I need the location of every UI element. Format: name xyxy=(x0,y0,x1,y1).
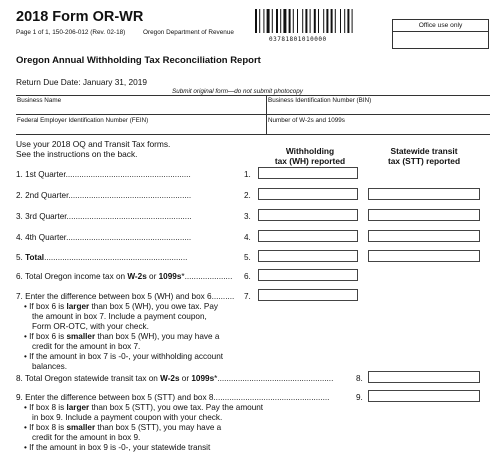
list-item: credit for the amount in box 7. xyxy=(32,342,141,351)
list-item: • If box 6 is larger than box 5 (WH), you owe tax. Pay xyxy=(24,302,219,311)
line-1-wh-input[interactable] xyxy=(258,167,358,179)
divider xyxy=(16,114,490,115)
line-5-stt-input[interactable] xyxy=(368,250,480,262)
line-9-bullets xyxy=(24,403,263,453)
line-7-bullets xyxy=(24,302,223,372)
wh-column-header xyxy=(255,146,365,166)
line-1-number: 1. xyxy=(244,170,251,179)
line-2-wh-input[interactable] xyxy=(258,188,358,200)
line-9-stt-input[interactable] xyxy=(368,390,480,402)
stt-header-line: tax (STT) reported xyxy=(387,156,461,166)
line-7-wh-input[interactable] xyxy=(258,289,358,301)
line-4-label: 4. 4th Quarter....................................................... xyxy=(16,233,192,242)
bin-field[interactable]: Business Identification Number (BIN) xyxy=(268,97,372,104)
wh-header-line: tax (WH) reported xyxy=(274,156,346,166)
line-3-number: 3. xyxy=(244,212,251,221)
photocopy-notice: Submit original form—do not submit photocopy xyxy=(172,88,303,95)
line-4-number: 4. xyxy=(244,233,251,242)
form-subtitle: Oregon Annual Withholding Tax Reconciliation Report xyxy=(16,55,261,66)
list-item: • If the amount in box 7 is -0-, your withholding account xyxy=(24,352,224,361)
list-item: balances. xyxy=(32,362,68,371)
divider xyxy=(16,134,490,135)
stt-header-line: Statewide transit xyxy=(390,146,458,156)
instructions-line: Use your 2018 OQ and Transit Tax forms. xyxy=(16,139,171,149)
list-item: • If the amount in box 9 is -0-, your statewide transit xyxy=(24,443,211,452)
barcode xyxy=(255,9,381,33)
line-9-label: 9. Enter the difference between box 5 (STT) and box 8................................................... xyxy=(16,393,330,402)
line-4-stt-input[interactable] xyxy=(368,230,480,242)
instructions-line: See the instructions on the back. xyxy=(16,149,138,159)
list-item: Form OR-OTC, with your check. xyxy=(32,322,149,331)
line-7-label: 7. Enter the difference between box 5 (WH) and box 6.......... xyxy=(16,292,235,301)
business-name-field[interactable]: Business Name xyxy=(17,97,62,104)
line-4-wh-input[interactable] xyxy=(258,230,358,242)
office-use-box xyxy=(392,19,489,49)
list-item: • If box 6 is smaller than box 5 (WH), you may have a xyxy=(24,332,220,341)
line-5-label: 5. Total............................................................... xyxy=(16,253,188,262)
line-9-number: 9. xyxy=(356,393,363,402)
wh-header-line: Withholding xyxy=(285,146,335,156)
list-item: • If box 8 is smaller than box 5 (STT), you may have a xyxy=(24,423,222,432)
stt-column-header xyxy=(368,146,480,166)
line-5-number: 5. xyxy=(244,253,251,262)
page-info: Page 1 of 1, 150-206-012 (Rev. 02-18) xyxy=(16,29,126,36)
line-6-number: 6. xyxy=(244,272,251,281)
fein-field[interactable]: Federal Employer Identification Number (FEIN) xyxy=(17,117,149,124)
line-3-wh-input[interactable] xyxy=(258,209,358,221)
office-use-label: Office use only xyxy=(393,20,488,32)
line-1-label: 1. 1st Quarter....................................................... xyxy=(16,170,191,179)
list-item: credit for the amount in box 9. xyxy=(32,433,141,442)
department-name: Oregon Department of Revenue xyxy=(143,29,234,36)
line-8-stt-input[interactable] xyxy=(368,371,480,383)
line-8-label: 8. Total Oregon statewide transit tax on W-2s or 1099s*................................................... xyxy=(16,374,334,383)
instructions xyxy=(16,139,170,159)
line-5-wh-input[interactable] xyxy=(258,250,358,262)
line-2-label: 2. 2nd Quarter...................................................... xyxy=(16,191,192,200)
form-title: 2018 Form OR-WR xyxy=(16,9,144,25)
due-date: Return Due Date: January 31, 2019 xyxy=(16,77,147,87)
w2-count-field[interactable]: Number of W-2s and 1099s xyxy=(268,117,345,124)
list-item: in box 9. Include a payment coupon with your check. xyxy=(32,413,223,422)
line-3-label: 3. 3rd Quarter....................................................... xyxy=(16,212,192,221)
line-2-stt-input[interactable] xyxy=(368,188,480,200)
divider xyxy=(266,95,267,134)
line-2-number: 2. xyxy=(244,191,251,200)
line-7-number: 7. xyxy=(244,292,251,301)
list-item: the amount in box 7. Include a payment coupon, xyxy=(32,312,207,321)
line-6-label: 6. Total Oregon income tax on W-2s or 1099s*..................... xyxy=(16,272,233,281)
list-item: • If box 8 is larger than box 5 (STT), you owe tax. Pay the amount xyxy=(24,403,264,412)
line-8-number: 8. xyxy=(356,374,363,383)
line-3-stt-input[interactable] xyxy=(368,209,480,221)
barcode-number: 03781801010000 xyxy=(269,36,327,43)
divider xyxy=(16,95,490,96)
line-6-wh-input[interactable] xyxy=(258,269,358,281)
